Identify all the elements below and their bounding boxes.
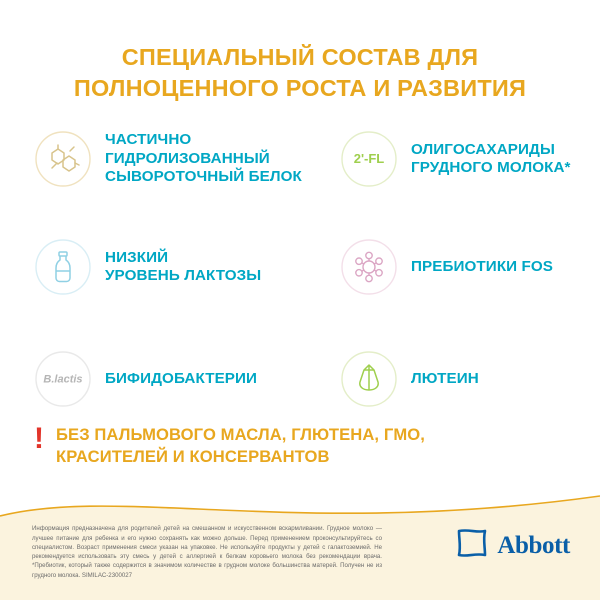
feature-label: ЧАСТИЧНО ГИДРОЛИЗОВАННЫЙ СЫВОРОТОЧНЫЙ БЕЛОК xyxy=(105,131,302,186)
bifidobacteria-icon xyxy=(34,350,92,408)
feature-label: ПРЕБИОТИКИ FOS xyxy=(411,257,554,275)
prebiotics-fos-icon xyxy=(340,238,398,296)
feature-label: ОЛИГОСАХАРИДЫ ГРУДНОГО МОЛОКА* xyxy=(411,140,571,176)
hydrolyzed-protein-icon xyxy=(34,130,92,188)
free-from-banner xyxy=(34,424,574,468)
feature-lutein xyxy=(340,350,574,408)
feature-label: БИФИДОБАКТЕРИИ xyxy=(105,369,258,387)
2fl-oligosaccharide-icon xyxy=(340,130,398,188)
features-row xyxy=(34,130,574,238)
abbott-symbol-icon xyxy=(455,527,489,564)
free-from-text: БЕЗ ПАЛЬМОВОГО МАСЛА, ГЛЮТЕНА, ГМО, КРАСИТЕЛЕЙ И КОНСЕРВАНТОВ xyxy=(56,425,425,466)
2fl-icon-text: 2'-FL xyxy=(353,151,385,166)
lutein-icon xyxy=(340,350,398,408)
exclamation-icon: ! xyxy=(34,422,44,455)
feature-prebiotics-fos xyxy=(340,238,574,296)
feature-bifidobacteria xyxy=(34,350,340,408)
features-row xyxy=(34,238,574,350)
low-lactose-bottle-icon xyxy=(34,238,92,296)
abbott-logo xyxy=(455,527,570,564)
feature-label: ЛЮТЕИН xyxy=(411,369,479,387)
feature-low-lactose xyxy=(34,238,340,296)
feature-hydrolyzed-protein xyxy=(34,130,340,188)
page-title-line-1: СПЕЦИАЛЬНЫЙ СОСТАВ ДЛЯ xyxy=(121,44,479,70)
abbott-wordmark: Abbott xyxy=(497,531,570,559)
disclaimer-text: Информация предназначена для родителей детей на смешанном и искусственном вскармливании. Грудное молоко — лучшее питание для ребенка и его нужно сохранять как можно дольше. Перед применением проконсультируйтесь со специалистом. Возраст применения смеси указан на упаковке. Не используйте продукты у детей с галактоземией. Не рекомендуется использовать эту смесь у детей с аллергией к белкам коровьего молока без рекомендации врача. *Пребиотик, который также содержится в значимом количестве в грудном молоке большинства матерей. Получен не из грудного молока. SIMILAC-2300027 xyxy=(32,525,382,579)
feature-label: НИЗКИЙ УРОВЕНЬ ЛАКТОЗЫ xyxy=(105,248,262,284)
feature-hmo-oligosaccharides xyxy=(340,130,574,188)
features-row xyxy=(34,350,574,420)
page-title-line-2: ПОЛНОЦЕННОГО РОСТА И РАЗВИТИЯ xyxy=(73,75,527,101)
features-grid xyxy=(34,130,574,420)
page-title xyxy=(0,42,600,104)
blactis-icon-text: B.lactis xyxy=(43,373,83,386)
